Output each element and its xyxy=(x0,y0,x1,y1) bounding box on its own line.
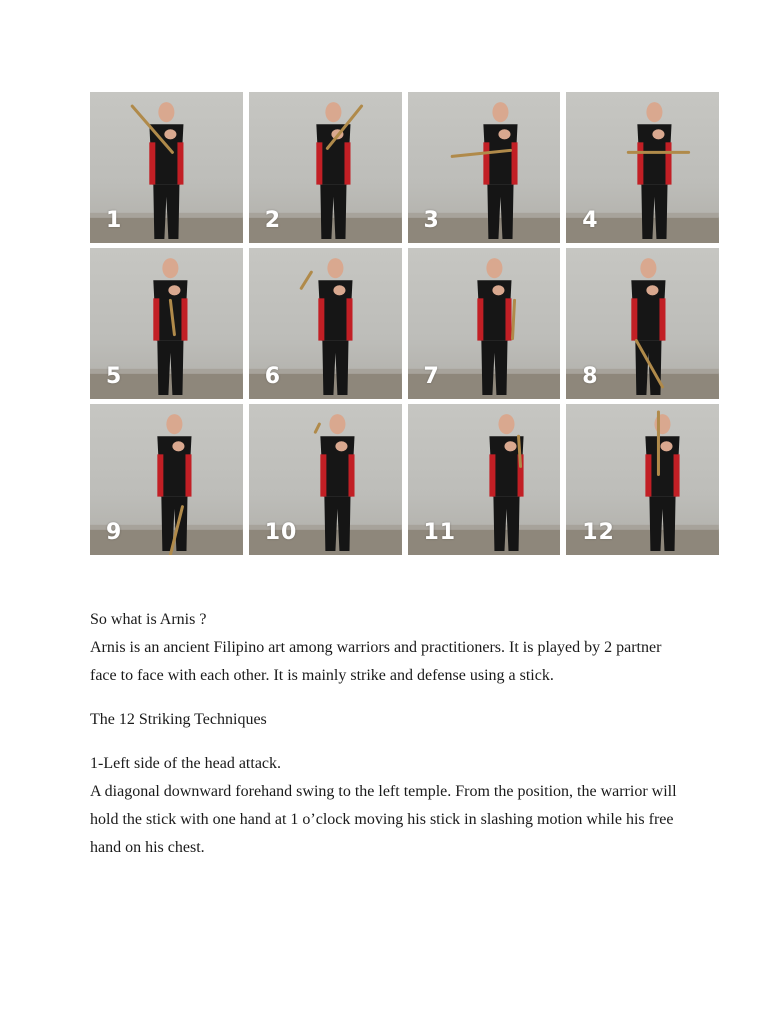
technique-number-label: 12 xyxy=(582,520,615,545)
technique-1-description: A diagonal downward forehand swing to the left temple. From the position, the warrior will hold the stick with one hand at 1 o’clock moving his stick in slashing motion while his free hand on his chest. xyxy=(90,783,677,856)
technique-number-label: 4 xyxy=(582,208,599,233)
arnis-description: Arnis is an ancient Filipino art among warriors and practitioners. It is played by 2 partner face to face with each other. It is mainly strike and defense using a stick. xyxy=(90,639,662,684)
technique-photo-3 xyxy=(408,92,561,243)
technique-number-label: 2 xyxy=(264,208,282,233)
technique-number-label: 8 xyxy=(582,364,599,389)
technique-photo-6 xyxy=(249,248,402,399)
technique-number-label: 9 xyxy=(106,520,123,545)
technique-photo-8 xyxy=(566,248,719,399)
article-text xyxy=(90,606,680,862)
technique-photo-grid xyxy=(90,92,719,555)
technique-photo-1 xyxy=(90,92,243,243)
technique-number-label: 11 xyxy=(423,520,457,545)
technique-photo-2 xyxy=(249,92,402,243)
technique-number-label: 6 xyxy=(264,364,282,389)
technique-photo-7 xyxy=(408,248,561,399)
arnis-heading: So what is Arnis ? xyxy=(90,611,207,628)
technique-photo-11 xyxy=(408,404,561,555)
technique-photo-5 xyxy=(90,248,243,399)
technique-number-label: 1 xyxy=(106,208,123,233)
technique-photo-9 xyxy=(90,404,243,555)
technique-number-label: 10 xyxy=(264,520,298,545)
technique-number-label: 3 xyxy=(423,208,440,233)
technique-photo-4 xyxy=(566,92,719,243)
striking-techniques-heading: The 12 Striking Techniques xyxy=(90,711,267,728)
technique-number-label: 5 xyxy=(106,364,123,389)
technique-photo-10 xyxy=(249,404,402,555)
technique-number-label: 7 xyxy=(423,364,440,389)
technique-1-title: 1-Left side of the head attack. xyxy=(90,755,282,772)
technique-photo-12 xyxy=(566,404,719,555)
